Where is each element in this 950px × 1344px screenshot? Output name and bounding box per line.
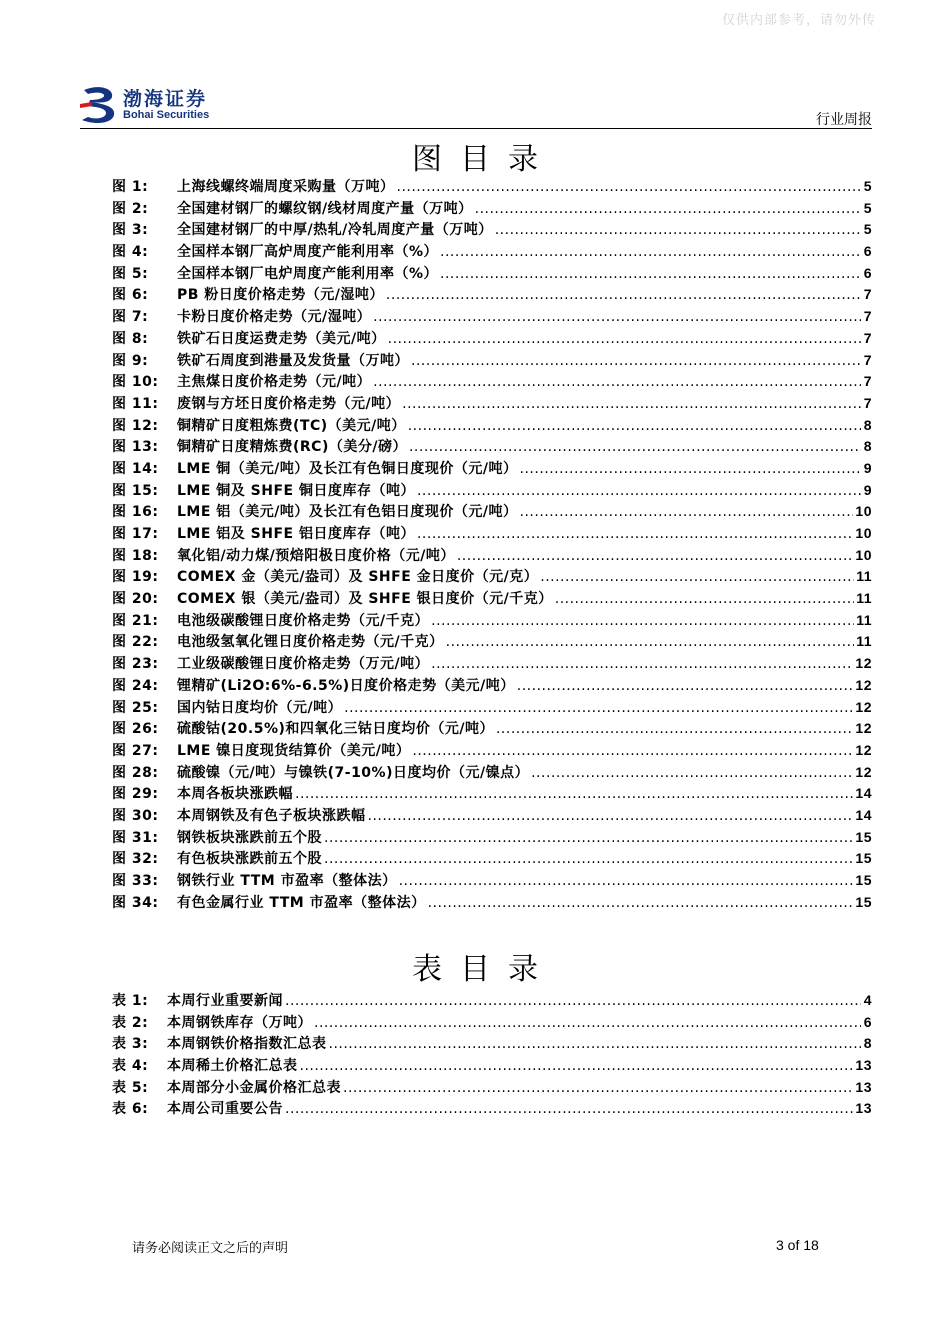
figure-list (112, 176, 872, 913)
header-divider (80, 128, 872, 129)
entry-label: 图 1: (112, 179, 149, 195)
entry-label: 表 6: (112, 1101, 149, 1118)
entry-title: 铁矿石日度运费走势（美元/吨） (177, 330, 386, 347)
entry-title: PB 粉日度价格走势（元/湿吨） (177, 287, 384, 304)
disclaimer-note: 请务必阅读正文之后的声明 (132, 1241, 289, 1256)
dot-leader (446, 632, 855, 654)
entry-title: 全国样本钢厂高炉周度产能利用率（%） (177, 244, 439, 261)
dot-leader (373, 372, 861, 394)
dot-leader (300, 1056, 854, 1078)
bohai-logo-icon (80, 84, 120, 126)
figure-entry[interactable] (112, 350, 872, 372)
entry-label: 图 11: (112, 395, 159, 412)
entry-page-number: 4 (863, 992, 872, 1008)
table-list (112, 990, 872, 1120)
table-entry[interactable] (112, 1098, 872, 1120)
entry-title: 本周公司重要公告 (167, 1101, 283, 1118)
figure-entry[interactable] (112, 827, 872, 849)
entry-label: 图 23: (112, 656, 159, 673)
entry-title: 全国样本钢厂电炉周度产能利用率（%） (177, 265, 439, 282)
dot-leader (495, 220, 861, 242)
entry-page-number: 13 (855, 1100, 872, 1117)
entry-page-number: 7 (863, 329, 872, 346)
dot-leader (417, 524, 853, 546)
dot-leader (408, 416, 861, 438)
dot-leader (285, 1099, 853, 1121)
dot-leader (475, 199, 861, 221)
entry-label: 表 5: (112, 1079, 149, 1096)
figure-entry[interactable] (112, 588, 872, 610)
entry-title: 锂精矿(Li2O:6%-6.5%)日度价格走势（美元/吨） (177, 677, 515, 694)
entry-label: 图 6: (112, 287, 149, 304)
entry-title: 主焦煤日度价格走势（元/吨） (177, 374, 372, 391)
entry-title: 本周各板块涨跌幅 (177, 786, 293, 803)
figure-entry[interactable] (112, 805, 872, 827)
dot-leader (440, 242, 861, 264)
figure-entry[interactable] (112, 198, 872, 220)
entry-title: 工业级碳酸锂日度价格走势（万元/吨） (177, 656, 430, 673)
dot-leader (368, 806, 854, 828)
entry-page-number: 7 (863, 308, 872, 325)
entry-page-number: 8 (863, 1035, 872, 1052)
entry-page-number: 11 (856, 633, 872, 650)
entry-page-number: 9 (863, 481, 872, 498)
dot-leader (428, 893, 854, 915)
entry-page-number: 12 (855, 698, 872, 715)
entry-label: 图 30: (112, 807, 159, 824)
dot-leader (295, 784, 853, 806)
entry-label: 图 24: (112, 677, 159, 694)
entry-title: 硫酸钴(20.5%)和四氧化三钴日度均价（元/吨） (177, 721, 494, 738)
entry-title: 全国建材钢厂的中厚/热轧/冷轧周度产量（万吨） (177, 222, 493, 239)
dot-leader (411, 351, 861, 373)
entry-label: 图 20: (112, 591, 159, 608)
dot-leader (540, 567, 854, 589)
dot-leader (399, 871, 854, 893)
dot-leader (555, 589, 854, 611)
entry-page-number: 5 (863, 178, 872, 194)
dot-leader (324, 828, 853, 850)
entry-page-number: 12 (855, 763, 872, 780)
entry-title: 铜精矿日度精炼费(RC)（美分/磅） (177, 439, 407, 456)
table-entry[interactable] (112, 1055, 872, 1077)
figure-entry[interactable] (112, 718, 872, 740)
page-number: 3 of 18 (776, 1237, 819, 1253)
entry-page-number: 15 (855, 893, 872, 910)
entry-title: 本周钢铁价格指数汇总表 (167, 1036, 327, 1053)
entry-label: 图 10: (112, 374, 159, 391)
dot-leader (517, 676, 854, 698)
entry-page-number: 6 (863, 243, 872, 260)
figure-entry[interactable] (112, 566, 872, 588)
entry-page-number: 13 (855, 1078, 872, 1095)
entry-page-number: 12 (855, 655, 872, 672)
entry-title: 电池级碳酸锂日度价格走势（元/千克） (177, 612, 430, 629)
entry-title: 上海线螺终端周度采购量（万吨） (177, 179, 395, 195)
entry-label: 图 33: (112, 873, 159, 889)
entry-label: 图 4: (112, 244, 149, 261)
logo-text-cn: 渤海证券 (123, 88, 208, 110)
figure-entry[interactable] (112, 219, 872, 241)
entry-label: 图 9: (112, 352, 149, 369)
report-type: 行业周报 (816, 112, 872, 128)
entry-label: 图 7: (112, 309, 149, 326)
figure-entry[interactable] (112, 610, 872, 632)
entry-label: 图 14: (112, 460, 159, 477)
entry-title: 氧化铝/动力煤/预焙阳极日度价格（元/吨） (177, 547, 455, 564)
entry-title: LME 铜及 SHFE 铜日度库存（吨） (177, 482, 415, 499)
entry-label: 图 27: (112, 742, 159, 759)
dot-leader (457, 546, 854, 568)
entry-label: 表 3: (112, 1036, 149, 1053)
entry-page-number: 7 (863, 351, 872, 368)
entry-label: 图 28: (112, 764, 159, 781)
figure-entry[interactable] (112, 263, 872, 285)
dot-leader (314, 1013, 861, 1035)
entry-label: 表 2: (112, 1014, 149, 1031)
figure-entry[interactable] (112, 762, 872, 784)
entry-page-number: 11 (856, 590, 872, 607)
entry-title: 国内钴日度均价（元/吨） (177, 699, 343, 716)
figure-entry[interactable] (112, 458, 872, 480)
figures-heading: 图目录 (412, 142, 556, 177)
entry-page-number: 12 (855, 741, 872, 758)
entry-label: 表 4: (112, 1058, 149, 1075)
entry-title: 电池级氢氧化锂日度价格走势（元/千克） (177, 634, 444, 651)
entry-title: 本周行业重要新闻 (167, 993, 283, 1009)
dot-leader (388, 329, 861, 351)
entry-label: 图 18: (112, 547, 159, 564)
table-entry[interactable] (112, 1033, 872, 1055)
dot-leader (285, 991, 861, 1013)
dot-leader (386, 285, 861, 307)
entry-title: LME 铝及 SHFE 铝日度库存（吨） (177, 526, 415, 542)
dot-leader (431, 611, 854, 633)
entry-label: 图 12: (112, 417, 159, 434)
figure-entry[interactable] (112, 393, 872, 415)
entry-title: 卡粉日度价格走势（元/湿吨） (177, 309, 372, 326)
figure-entry[interactable] (112, 436, 872, 458)
watermark: 仅供内部参考，请勿外传 (721, 13, 876, 28)
figure-entry[interactable] (112, 870, 872, 892)
entry-page-number: 12 (855, 720, 872, 737)
entry-label: 图 5: (112, 265, 149, 282)
dot-leader (409, 437, 861, 459)
dot-leader (440, 264, 861, 286)
entry-page-number: 11 (856, 611, 872, 628)
entry-title: LME 镍日度现货结算价（美元/吨） (177, 742, 411, 759)
figure-entry[interactable] (112, 653, 872, 675)
figure-entry[interactable] (112, 523, 872, 545)
entry-page-number: 8 (863, 416, 872, 433)
entry-title: 钢铁板块涨跌前五个股 (177, 829, 322, 846)
entry-page-number: 10 (855, 503, 872, 520)
entry-title: LME 铝（美元/吨）及长江有色铝日度现价（元/吨） (177, 504, 518, 521)
dot-leader (520, 459, 861, 481)
figure-entry[interactable] (112, 631, 872, 653)
figure-entry[interactable] (112, 892, 872, 914)
entry-title: 废钢与方坯日度价格走势（元/吨） (177, 395, 401, 412)
entry-page-number: 13 (855, 1057, 872, 1074)
entry-label: 图 32: (112, 851, 159, 868)
entry-page-number: 15 (855, 850, 872, 867)
entry-title: 铜精矿日度粗炼费(TC)（美元/吨） (177, 417, 406, 434)
entry-title: 有色板块涨跌前五个股 (177, 851, 322, 868)
dot-leader (397, 177, 862, 199)
entry-label: 图 34: (112, 894, 159, 911)
dot-leader (417, 481, 861, 503)
entry-label: 图 25: (112, 699, 159, 716)
entry-page-number: 10 (855, 546, 872, 563)
entry-title: 全国建材钢厂的螺纹钢/线材周度产量（万吨） (177, 200, 473, 217)
entry-page-number: 11 (856, 568, 872, 585)
dot-leader (344, 698, 853, 720)
dot-leader (412, 741, 853, 763)
entry-page-number: 7 (863, 394, 872, 411)
figure-entry[interactable] (112, 783, 872, 805)
table-entry[interactable] (112, 1012, 872, 1034)
entry-page-number: 5 (863, 221, 872, 238)
entry-page-number: 5 (863, 199, 872, 216)
entry-page-number: 7 (863, 373, 872, 390)
dot-leader (329, 1034, 862, 1056)
figure-entry[interactable] (112, 284, 872, 306)
entry-page-number: 6 (863, 1013, 872, 1030)
entry-page-number: 15 (855, 872, 872, 888)
figure-entry[interactable] (112, 306, 872, 328)
entry-label: 图 8: (112, 330, 149, 347)
tables-heading: 表目录 (412, 952, 556, 987)
dot-leader (531, 763, 853, 785)
table-entry[interactable] (112, 1077, 872, 1099)
entry-page-number: 7 (863, 286, 872, 303)
dot-leader (324, 849, 853, 871)
entry-label: 图 16: (112, 504, 159, 521)
figure-entry[interactable] (112, 740, 872, 762)
figure-entry[interactable] (112, 501, 872, 523)
entry-label: 图 22: (112, 634, 159, 651)
entry-label: 图 3: (112, 222, 149, 239)
entry-title: 本周部分小金属价格汇总表 (167, 1079, 341, 1096)
figure-entry[interactable] (112, 415, 872, 437)
entry-page-number: 6 (863, 264, 872, 281)
entry-page-number: 10 (855, 525, 872, 541)
entry-label: 表 1: (112, 993, 149, 1009)
entry-title: COMEX 银（美元/盎司）及 SHFE 银日度价（元/千克） (177, 591, 553, 608)
dot-leader (431, 654, 853, 676)
entry-label: 图 19: (112, 569, 159, 586)
entry-title: LME 铜（美元/吨）及长江有色铜日度现价（元/吨） (177, 460, 518, 477)
entry-page-number: 12 (855, 676, 872, 693)
figure-entry[interactable] (112, 176, 872, 198)
figure-entry[interactable] (112, 328, 872, 350)
entry-page-number: 9 (863, 459, 872, 476)
figure-entry[interactable] (112, 241, 872, 263)
dot-leader (373, 307, 861, 329)
entry-title: 钢铁行业 TTM 市盈率（整体法） (177, 873, 397, 889)
dot-leader (402, 394, 861, 416)
figure-entry[interactable] (112, 675, 872, 697)
entry-label: 图 17: (112, 526, 159, 542)
figure-entry[interactable] (112, 848, 872, 870)
entry-label: 图 15: (112, 482, 159, 499)
entry-page-number: 14 (855, 785, 872, 802)
dot-leader (343, 1078, 853, 1100)
logo-text-en: Bohai Securities (123, 109, 210, 121)
entry-label: 图 29: (112, 786, 159, 803)
entry-label: 图 26: (112, 721, 159, 738)
entry-label: 图 2: (112, 200, 149, 217)
entry-label: 图 31: (112, 829, 159, 846)
entry-title: 铁矿石周度到港量及发货量（万吨） (177, 352, 409, 369)
entry-label: 图 21: (112, 612, 159, 629)
entry-title: 硫酸镍（元/吨）与镍铁(7-10%)日度均价（元/镍点） (177, 764, 530, 781)
figure-entry[interactable] (112, 545, 872, 567)
dot-leader (496, 719, 853, 741)
entry-label: 图 13: (112, 439, 159, 456)
entry-title: 本周稀土价格汇总表 (167, 1058, 298, 1075)
entry-page-number: 8 (863, 438, 872, 455)
entry-page-number: 14 (855, 806, 872, 823)
entry-page-number: 15 (855, 828, 872, 845)
figure-entry[interactable] (112, 371, 872, 393)
figure-entry[interactable] (112, 697, 872, 719)
dot-leader (520, 502, 854, 524)
entry-title: 本周钢铁及有色子板块涨跌幅 (177, 807, 366, 824)
table-entry[interactable] (112, 990, 872, 1012)
entry-title: 本周钢铁库存（万吨） (167, 1014, 312, 1031)
entry-title: COMEX 金（美元/盎司）及 SHFE 金日度价（元/克） (177, 569, 539, 586)
figure-entry[interactable] (112, 480, 872, 502)
entry-title: 有色金属行业 TTM 市盈率（整体法） (177, 894, 426, 911)
